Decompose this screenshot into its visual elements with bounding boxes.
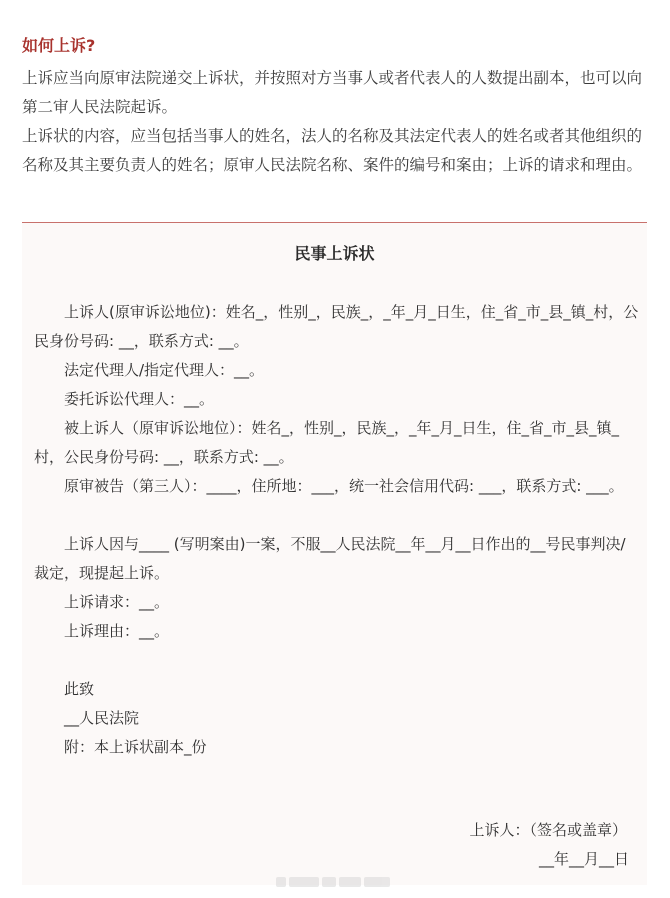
intro-paragraph-filing: 上诉应当向原审法院递交上诉状，并按照对方当事人或者代表人的人数提出副本，也可以向第二审人民法院起诉。 [22,69,643,116]
date-line: __年__月__日 [538,850,629,868]
appellant-info: 上诉人(原审诉讼地位)：姓名_，性别_，民族_，_年_月_日生，住_省_市_县_镇_村，公民身份号码: __，联系方式: __。 [34,303,639,350]
appeal-request: 上诉请求：__。 [64,593,170,611]
watermark-mark [339,877,361,887]
appeal-statement: 上诉人因与____ (写明案由)一案，不服__人民法院__年__月__日作出的__号民事判决/裁定，现提起上诉。 [34,535,626,582]
watermark-mark [364,877,390,887]
entrusted-agent: 委托诉讼代理人：__。 [64,390,215,408]
intro-section [22,34,652,180]
form-body [34,298,640,762]
recipient-court: __人民法院 [64,709,140,727]
spacer [34,501,640,530]
attachment-note: 附：本上诉状副本_份 [64,738,207,756]
legal-representative: 法定代理人/指定代理人：__。 [64,361,265,379]
salutation: 此致 [64,680,95,698]
appellee-info: 被上诉人（原审诉讼地位）：姓名_，性别_，民族_，_年_月_日生，住_省_市_县_镇_村，公民身份号码: __，联系方式: __。 [34,419,620,466]
intro-heading: 如何上诉? [22,36,96,55]
watermark-mark [322,877,336,887]
spacer [34,646,640,675]
watermark-logo-icon [276,877,286,887]
appeal-reason: 上诉理由：__。 [64,622,170,640]
form-title: 民事上诉状 [294,244,375,263]
intro-paragraph-content: 上诉状的内容，应当包括当事人的姓名，法人的名称及其法定代表人的姓名或者其他组织的名称及其主要负责人的姓名；原审人民法院名称、案件的编号和案由；上诉的请求和理由。 [22,127,643,174]
third-party-info: 原审被告（第三人）：____，住所地：___，统一社会信用代码: ___，联系方式: ___。 [64,477,624,495]
watermark [276,874,392,890]
signature-line: 上诉人：（签名或盖章） [469,821,627,839]
appeal-form-panel [22,223,647,885]
watermark-mark [289,877,319,887]
